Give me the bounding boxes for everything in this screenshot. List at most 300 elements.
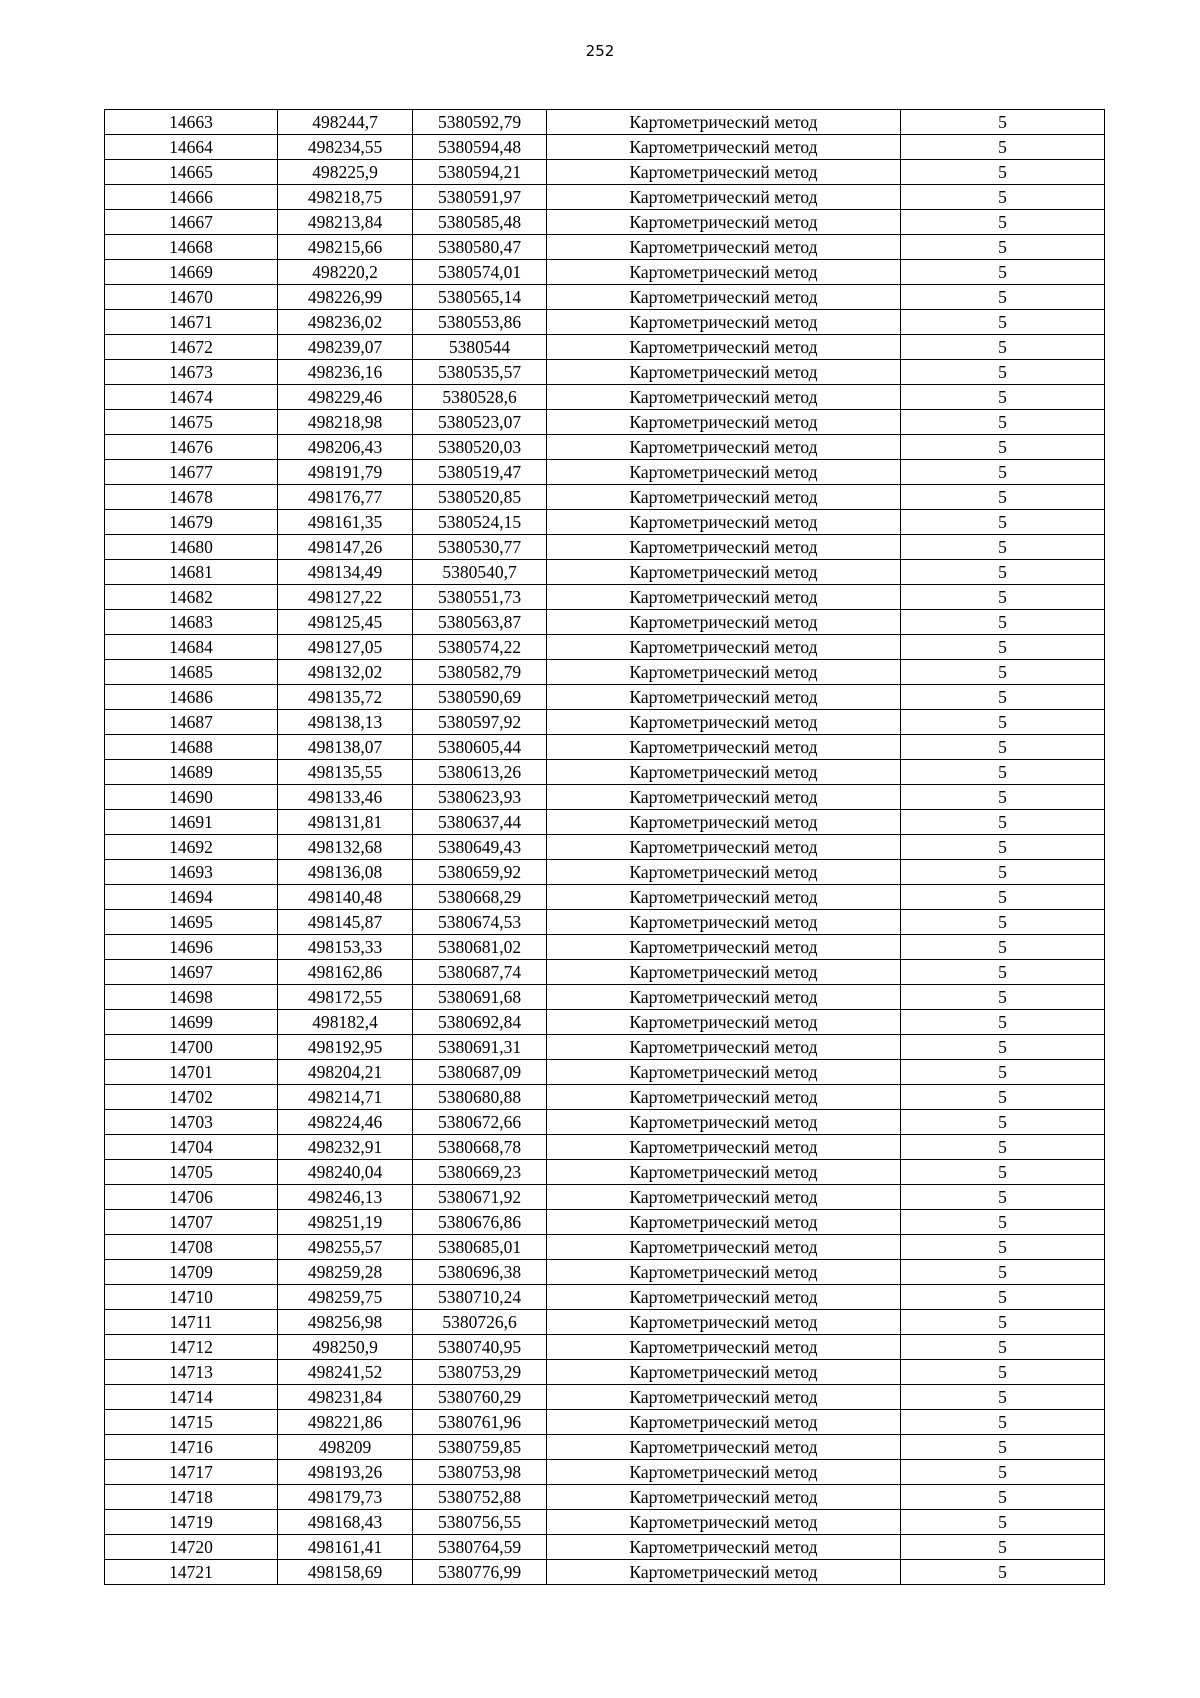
y-coordinate-cell: 5380585,48 — [413, 210, 547, 235]
point-number-cell: 14694 — [105, 885, 278, 910]
x-coordinate-cell: 498132,68 — [278, 835, 413, 860]
point-number-cell: 14705 — [105, 1160, 278, 1185]
accuracy-cell: 5 — [901, 960, 1105, 985]
method-cell: Картометрический метод — [547, 1535, 901, 1560]
point-number-cell: 14713 — [105, 1360, 278, 1385]
table-row — [105, 1185, 1105, 1210]
y-coordinate-cell: 5380597,92 — [413, 710, 547, 735]
accuracy-cell: 5 — [901, 1135, 1105, 1160]
point-number-cell: 14663 — [105, 110, 278, 135]
accuracy-cell: 5 — [901, 110, 1105, 135]
point-number-cell: 14703 — [105, 1110, 278, 1135]
x-coordinate-cell: 498231,84 — [278, 1385, 413, 1410]
y-coordinate-cell: 5380692,84 — [413, 1010, 547, 1035]
table-row — [105, 860, 1105, 885]
y-coordinate-cell: 5380540,7 — [413, 560, 547, 585]
x-coordinate-cell: 498135,55 — [278, 760, 413, 785]
table-row — [105, 660, 1105, 685]
method-cell: Картометрический метод — [547, 1135, 901, 1160]
x-coordinate-cell: 498192,95 — [278, 1035, 413, 1060]
point-number-cell: 14710 — [105, 1285, 278, 1310]
accuracy-cell: 5 — [901, 760, 1105, 785]
point-number-cell: 14704 — [105, 1135, 278, 1160]
accuracy-cell: 5 — [901, 1010, 1105, 1035]
y-coordinate-cell: 5380674,53 — [413, 910, 547, 935]
y-coordinate-cell: 5380669,23 — [413, 1160, 547, 1185]
method-cell: Картометрический метод — [547, 960, 901, 985]
method-cell: Картометрический метод — [547, 185, 901, 210]
table-row — [105, 335, 1105, 360]
table-row — [105, 485, 1105, 510]
method-cell: Картометрический метод — [547, 110, 901, 135]
accuracy-cell: 5 — [901, 460, 1105, 485]
y-coordinate-cell: 5380592,79 — [413, 110, 547, 135]
method-cell: Картометрический метод — [547, 785, 901, 810]
y-coordinate-cell: 5380528,6 — [413, 385, 547, 410]
table-row — [105, 810, 1105, 835]
point-number-cell: 14676 — [105, 435, 278, 460]
method-cell: Картометрический метод — [547, 385, 901, 410]
accuracy-cell: 5 — [901, 1535, 1105, 1560]
accuracy-cell: 5 — [901, 910, 1105, 935]
y-coordinate-cell: 5380776,99 — [413, 1560, 547, 1585]
x-coordinate-cell: 498224,46 — [278, 1110, 413, 1135]
method-cell: Картометрический метод — [547, 810, 901, 835]
method-cell: Картометрический метод — [547, 310, 901, 335]
x-coordinate-cell: 498168,43 — [278, 1510, 413, 1535]
y-coordinate-cell: 5380691,31 — [413, 1035, 547, 1060]
table-row — [105, 1035, 1105, 1060]
table-body — [105, 110, 1105, 1585]
accuracy-cell: 5 — [901, 135, 1105, 160]
x-coordinate-cell: 498134,49 — [278, 560, 413, 585]
accuracy-cell: 5 — [901, 260, 1105, 285]
point-number-cell: 14714 — [105, 1385, 278, 1410]
method-cell: Картометрический метод — [547, 460, 901, 485]
y-coordinate-cell: 5380582,79 — [413, 660, 547, 685]
table-row — [105, 1210, 1105, 1235]
point-number-cell: 14708 — [105, 1235, 278, 1260]
method-cell: Картометрический метод — [547, 535, 901, 560]
x-coordinate-cell: 498221,86 — [278, 1410, 413, 1435]
point-number-cell: 14700 — [105, 1035, 278, 1060]
method-cell: Картометрический метод — [547, 1160, 901, 1185]
table-row — [105, 610, 1105, 635]
x-coordinate-cell: 498136,08 — [278, 860, 413, 885]
table-row — [105, 985, 1105, 1010]
method-cell: Картометрический метод — [547, 985, 901, 1010]
x-coordinate-cell: 498158,69 — [278, 1560, 413, 1585]
y-coordinate-cell: 5380687,09 — [413, 1060, 547, 1085]
x-coordinate-cell: 498259,75 — [278, 1285, 413, 1310]
point-number-cell: 14711 — [105, 1310, 278, 1335]
method-cell: Картометрический метод — [547, 710, 901, 735]
accuracy-cell: 5 — [901, 235, 1105, 260]
table-row — [105, 435, 1105, 460]
x-coordinate-cell: 498213,84 — [278, 210, 413, 235]
x-coordinate-cell: 498176,77 — [278, 485, 413, 510]
point-number-cell: 14715 — [105, 1410, 278, 1435]
point-number-cell: 14692 — [105, 835, 278, 860]
y-coordinate-cell: 5380764,59 — [413, 1535, 547, 1560]
table-row — [105, 360, 1105, 385]
table-row — [105, 935, 1105, 960]
point-number-cell: 14682 — [105, 585, 278, 610]
x-coordinate-cell: 498236,16 — [278, 360, 413, 385]
method-cell: Картометрический метод — [547, 510, 901, 535]
point-number-cell: 14678 — [105, 485, 278, 510]
table-row — [105, 1360, 1105, 1385]
method-cell: Картометрический метод — [547, 910, 901, 935]
accuracy-cell: 5 — [901, 1185, 1105, 1210]
table-row — [105, 1385, 1105, 1410]
table-row — [105, 1460, 1105, 1485]
x-coordinate-cell: 498172,55 — [278, 985, 413, 1010]
y-coordinate-cell: 5380710,24 — [413, 1285, 547, 1310]
method-cell: Картометрический метод — [547, 135, 901, 160]
accuracy-cell: 5 — [901, 935, 1105, 960]
method-cell: Картометрический метод — [547, 1035, 901, 1060]
accuracy-cell: 5 — [901, 410, 1105, 435]
accuracy-cell: 5 — [901, 1160, 1105, 1185]
point-number-cell: 14671 — [105, 310, 278, 335]
point-number-cell: 14690 — [105, 785, 278, 810]
accuracy-cell: 5 — [901, 185, 1105, 210]
table-row — [105, 835, 1105, 860]
x-coordinate-cell: 498214,71 — [278, 1085, 413, 1110]
point-number-cell: 14673 — [105, 360, 278, 385]
x-coordinate-cell: 498232,91 — [278, 1135, 413, 1160]
table-row — [105, 1260, 1105, 1285]
x-coordinate-cell: 498240,04 — [278, 1160, 413, 1185]
y-coordinate-cell: 5380759,85 — [413, 1435, 547, 1460]
method-cell: Картометрический метод — [547, 1060, 901, 1085]
x-coordinate-cell: 498256,98 — [278, 1310, 413, 1335]
table-row — [105, 1410, 1105, 1435]
y-coordinate-cell: 5380520,03 — [413, 435, 547, 460]
table-row — [105, 735, 1105, 760]
y-coordinate-cell: 5380691,68 — [413, 985, 547, 1010]
accuracy-cell: 5 — [901, 1385, 1105, 1410]
table-row — [105, 135, 1105, 160]
point-number-cell: 14697 — [105, 960, 278, 985]
method-cell: Картометрический метод — [547, 1285, 901, 1310]
point-number-cell: 14709 — [105, 1260, 278, 1285]
accuracy-cell: 5 — [901, 1285, 1105, 1310]
y-coordinate-cell: 5380687,74 — [413, 960, 547, 985]
accuracy-cell: 5 — [901, 560, 1105, 585]
method-cell: Картометрический метод — [547, 1435, 901, 1460]
table-row — [105, 1160, 1105, 1185]
table-row — [105, 210, 1105, 235]
y-coordinate-cell: 5380524,15 — [413, 510, 547, 535]
x-coordinate-cell: 498236,02 — [278, 310, 413, 335]
accuracy-cell: 5 — [901, 1335, 1105, 1360]
accuracy-cell: 5 — [901, 160, 1105, 185]
point-number-cell: 14707 — [105, 1210, 278, 1235]
point-number-cell: 14672 — [105, 335, 278, 360]
table-row — [105, 235, 1105, 260]
table-row — [105, 185, 1105, 210]
x-coordinate-cell: 498259,28 — [278, 1260, 413, 1285]
point-number-cell: 14706 — [105, 1185, 278, 1210]
x-coordinate-cell: 498161,35 — [278, 510, 413, 535]
accuracy-cell: 5 — [901, 1310, 1105, 1335]
y-coordinate-cell: 5380574,01 — [413, 260, 547, 285]
x-coordinate-cell: 498193,26 — [278, 1460, 413, 1485]
x-coordinate-cell: 498244,7 — [278, 110, 413, 135]
accuracy-cell: 5 — [901, 1035, 1105, 1060]
method-cell: Картометрический метод — [547, 285, 901, 310]
y-coordinate-cell: 5380753,98 — [413, 1460, 547, 1485]
y-coordinate-cell: 5380696,38 — [413, 1260, 547, 1285]
point-number-cell: 14718 — [105, 1485, 278, 1510]
x-coordinate-cell: 498179,73 — [278, 1485, 413, 1510]
point-number-cell: 14685 — [105, 660, 278, 685]
x-coordinate-cell: 498191,79 — [278, 460, 413, 485]
y-coordinate-cell: 5380649,43 — [413, 835, 547, 860]
point-number-cell: 14689 — [105, 760, 278, 785]
table-row — [105, 1085, 1105, 1110]
point-number-cell: 14720 — [105, 1535, 278, 1560]
point-number-cell: 14664 — [105, 135, 278, 160]
point-number-cell: 14667 — [105, 210, 278, 235]
accuracy-cell: 5 — [901, 810, 1105, 835]
y-coordinate-cell: 5380760,29 — [413, 1385, 547, 1410]
accuracy-cell: 5 — [901, 835, 1105, 860]
table-row — [105, 510, 1105, 535]
table-row — [105, 1010, 1105, 1035]
table-row — [105, 535, 1105, 560]
y-coordinate-cell: 5380671,92 — [413, 1185, 547, 1210]
y-coordinate-cell: 5380523,07 — [413, 410, 547, 435]
y-coordinate-cell: 5380553,86 — [413, 310, 547, 335]
accuracy-cell: 5 — [901, 360, 1105, 385]
method-cell: Картометрический метод — [547, 560, 901, 585]
table-row — [105, 1060, 1105, 1085]
accuracy-cell: 5 — [901, 1410, 1105, 1435]
method-cell: Картометрический метод — [547, 835, 901, 860]
point-number-cell: 14717 — [105, 1460, 278, 1485]
accuracy-cell: 5 — [901, 210, 1105, 235]
page-number: 252 — [585, 42, 615, 60]
x-coordinate-cell: 498133,46 — [278, 785, 413, 810]
y-coordinate-cell: 5380668,78 — [413, 1135, 547, 1160]
table-row — [105, 1285, 1105, 1310]
point-number-cell: 14688 — [105, 735, 278, 760]
point-number-cell: 14677 — [105, 460, 278, 485]
x-coordinate-cell: 498218,75 — [278, 185, 413, 210]
table-row — [105, 160, 1105, 185]
accuracy-cell: 5 — [901, 610, 1105, 635]
x-coordinate-cell: 498250,9 — [278, 1335, 413, 1360]
point-number-cell: 14721 — [105, 1560, 278, 1585]
table-row — [105, 1310, 1105, 1335]
x-coordinate-cell: 498215,66 — [278, 235, 413, 260]
x-coordinate-cell: 498218,98 — [278, 410, 413, 435]
accuracy-cell: 5 — [901, 385, 1105, 410]
accuracy-cell: 5 — [901, 1085, 1105, 1110]
point-number-cell: 14696 — [105, 935, 278, 960]
table-row — [105, 585, 1105, 610]
method-cell: Картометрический метод — [547, 585, 901, 610]
y-coordinate-cell: 5380668,29 — [413, 885, 547, 910]
x-coordinate-cell: 498138,13 — [278, 710, 413, 735]
x-coordinate-cell: 498131,81 — [278, 810, 413, 835]
point-number-cell: 14665 — [105, 160, 278, 185]
table-row — [105, 1335, 1105, 1360]
x-coordinate-cell: 498204,21 — [278, 1060, 413, 1085]
accuracy-cell: 5 — [901, 660, 1105, 685]
x-coordinate-cell: 498255,57 — [278, 1235, 413, 1260]
point-number-cell: 14674 — [105, 385, 278, 410]
method-cell: Картометрический метод — [547, 735, 901, 760]
method-cell: Картометрический метод — [547, 1010, 901, 1035]
method-cell: Картометрический метод — [547, 1510, 901, 1535]
x-coordinate-cell: 498225,9 — [278, 160, 413, 185]
method-cell: Картометрический метод — [547, 1335, 901, 1360]
method-cell: Картометрический метод — [547, 210, 901, 235]
y-coordinate-cell: 5380637,44 — [413, 810, 547, 835]
y-coordinate-cell: 5380590,69 — [413, 685, 547, 710]
table-row — [105, 635, 1105, 660]
accuracy-cell: 5 — [901, 735, 1105, 760]
point-number-cell: 14691 — [105, 810, 278, 835]
method-cell: Картометрический метод — [547, 1085, 901, 1110]
table-row — [105, 1535, 1105, 1560]
method-cell: Картометрический метод — [547, 360, 901, 385]
accuracy-cell: 5 — [901, 1360, 1105, 1385]
method-cell: Картометрический метод — [547, 860, 901, 885]
x-coordinate-cell: 498162,86 — [278, 960, 413, 985]
table-row — [105, 1485, 1105, 1510]
x-coordinate-cell: 498147,26 — [278, 535, 413, 560]
accuracy-cell: 5 — [901, 1060, 1105, 1085]
y-coordinate-cell: 5380563,87 — [413, 610, 547, 635]
accuracy-cell: 5 — [901, 585, 1105, 610]
table-row — [105, 560, 1105, 585]
table-row — [105, 1435, 1105, 1460]
method-cell: Картометрический метод — [547, 485, 901, 510]
method-cell: Картометрический метод — [547, 160, 901, 185]
accuracy-cell: 5 — [901, 310, 1105, 335]
y-coordinate-cell: 5380605,44 — [413, 735, 547, 760]
x-coordinate-cell: 498132,02 — [278, 660, 413, 685]
table-row — [105, 685, 1105, 710]
y-coordinate-cell: 5380659,92 — [413, 860, 547, 885]
accuracy-cell: 5 — [901, 885, 1105, 910]
accuracy-cell: 5 — [901, 335, 1105, 360]
method-cell: Картометрический метод — [547, 1310, 901, 1335]
x-coordinate-cell: 498127,22 — [278, 585, 413, 610]
point-number-cell: 14693 — [105, 860, 278, 885]
y-coordinate-cell: 5380752,88 — [413, 1485, 547, 1510]
method-cell: Картометрический метод — [547, 410, 901, 435]
accuracy-cell: 5 — [901, 685, 1105, 710]
y-coordinate-cell: 5380623,93 — [413, 785, 547, 810]
point-number-cell: 14712 — [105, 1335, 278, 1360]
method-cell: Картометрический метод — [547, 1110, 901, 1135]
x-coordinate-cell: 498153,33 — [278, 935, 413, 960]
y-coordinate-cell: 5380580,47 — [413, 235, 547, 260]
y-coordinate-cell: 5380530,77 — [413, 535, 547, 560]
y-coordinate-cell: 5380520,85 — [413, 485, 547, 510]
table-row — [105, 260, 1105, 285]
method-cell: Картометрический метод — [547, 885, 901, 910]
method-cell: Картометрический метод — [547, 260, 901, 285]
accuracy-cell: 5 — [901, 985, 1105, 1010]
y-coordinate-cell: 5380685,01 — [413, 1235, 547, 1260]
y-coordinate-cell: 5380681,02 — [413, 935, 547, 960]
method-cell: Картометрический метод — [547, 1385, 901, 1410]
coordinates-table — [104, 109, 1105, 1585]
point-number-cell: 14670 — [105, 285, 278, 310]
x-coordinate-cell: 498239,07 — [278, 335, 413, 360]
table-row — [105, 785, 1105, 810]
table-row — [105, 410, 1105, 435]
accuracy-cell: 5 — [901, 510, 1105, 535]
accuracy-cell: 5 — [901, 1435, 1105, 1460]
method-cell: Картометрический метод — [547, 610, 901, 635]
y-coordinate-cell: 5380519,47 — [413, 460, 547, 485]
y-coordinate-cell: 5380565,14 — [413, 285, 547, 310]
x-coordinate-cell: 498220,2 — [278, 260, 413, 285]
x-coordinate-cell: 498145,87 — [278, 910, 413, 935]
method-cell: Картометрический метод — [547, 1485, 901, 1510]
method-cell: Картометрический метод — [547, 1235, 901, 1260]
point-number-cell: 14695 — [105, 910, 278, 935]
table-row — [105, 110, 1105, 135]
x-coordinate-cell: 498229,46 — [278, 385, 413, 410]
point-number-cell: 14698 — [105, 985, 278, 1010]
table-row — [105, 1560, 1105, 1585]
accuracy-cell: 5 — [901, 1510, 1105, 1535]
accuracy-cell: 5 — [901, 1460, 1105, 1485]
accuracy-cell: 5 — [901, 860, 1105, 885]
table-row — [105, 1235, 1105, 1260]
x-coordinate-cell: 498182,4 — [278, 1010, 413, 1035]
method-cell: Картометрический метод — [547, 635, 901, 660]
x-coordinate-cell: 498251,19 — [278, 1210, 413, 1235]
x-coordinate-cell: 498241,52 — [278, 1360, 413, 1385]
y-coordinate-cell: 5380753,29 — [413, 1360, 547, 1385]
point-number-cell: 14686 — [105, 685, 278, 710]
y-coordinate-cell: 5380591,97 — [413, 185, 547, 210]
accuracy-cell: 5 — [901, 1260, 1105, 1285]
accuracy-cell: 5 — [901, 1560, 1105, 1585]
method-cell: Картометрический метод — [547, 1560, 901, 1585]
x-coordinate-cell: 498127,05 — [278, 635, 413, 660]
accuracy-cell: 5 — [901, 285, 1105, 310]
method-cell: Картометрический метод — [547, 435, 901, 460]
accuracy-cell: 5 — [901, 785, 1105, 810]
table-row — [105, 1135, 1105, 1160]
method-cell: Картометрический метод — [547, 660, 901, 685]
point-number-cell: 14666 — [105, 185, 278, 210]
table-row — [105, 385, 1105, 410]
y-coordinate-cell: 5380726,6 — [413, 1310, 547, 1335]
table-row — [105, 310, 1105, 335]
point-number-cell: 14683 — [105, 610, 278, 635]
x-coordinate-cell: 498140,48 — [278, 885, 413, 910]
accuracy-cell: 5 — [901, 1485, 1105, 1510]
x-coordinate-cell: 498135,72 — [278, 685, 413, 710]
method-cell: Картометрический метод — [547, 335, 901, 360]
y-coordinate-cell: 5380672,66 — [413, 1110, 547, 1135]
table-row — [105, 460, 1105, 485]
point-number-cell: 14684 — [105, 635, 278, 660]
accuracy-cell: 5 — [901, 635, 1105, 660]
